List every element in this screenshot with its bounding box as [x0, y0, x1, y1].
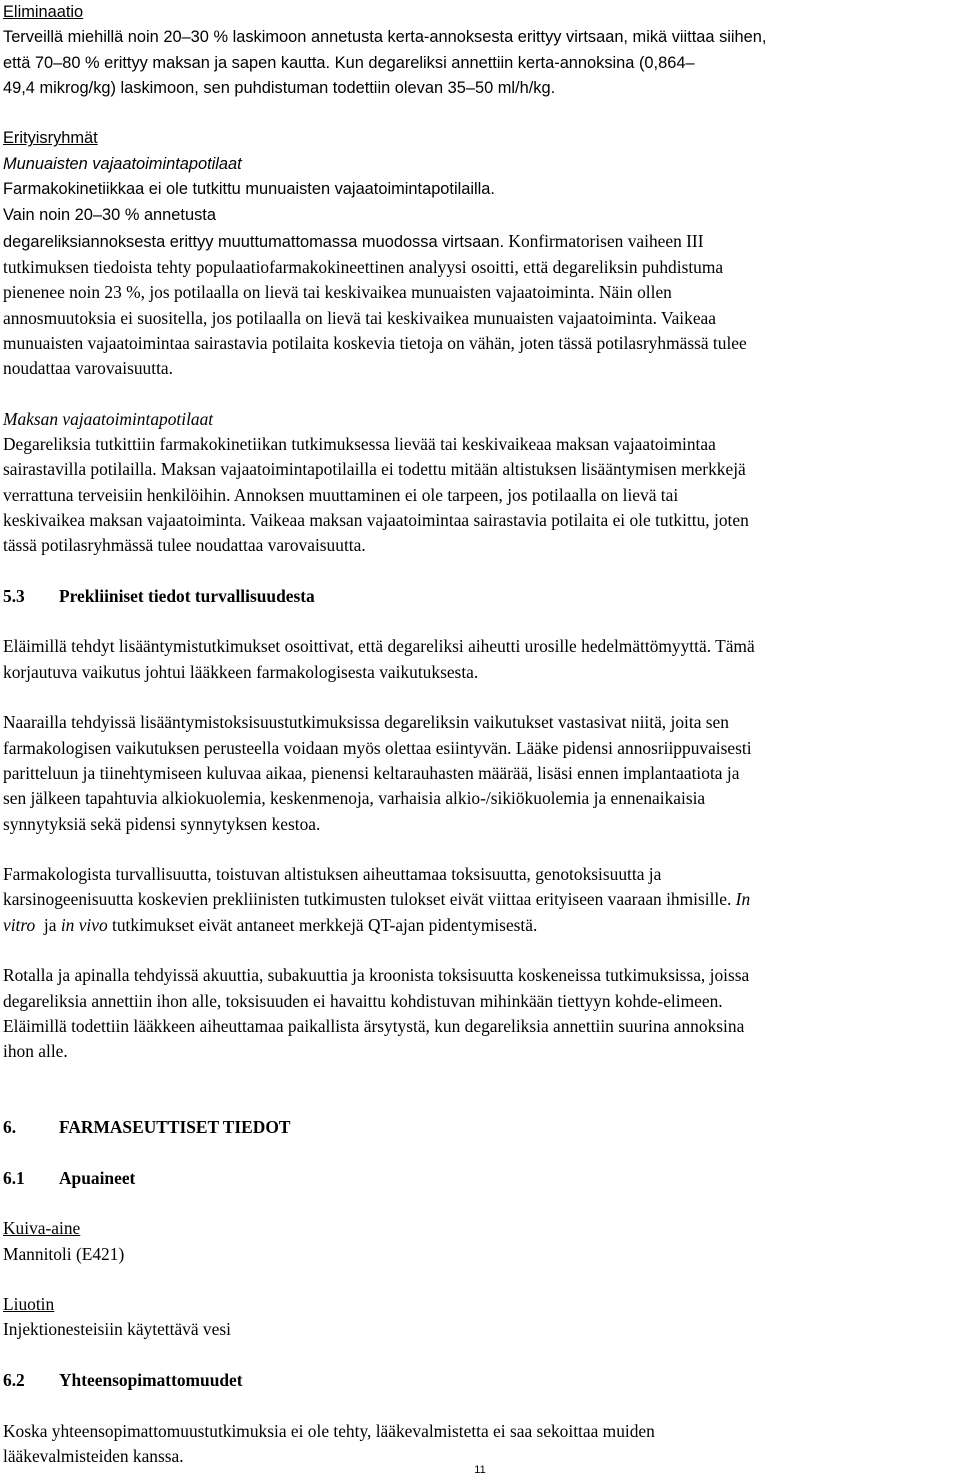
maksan-line: sairastavilla potilailla. Maksan vajaatoimintapotilailla ei todettu mitään altistuksen lisääntymisen merkkejä [3, 459, 746, 480]
munuaisten-line: annosmuutoksia ei suositella, jos potilaalla on lievä tai keskivaikea munuaisten vajaatoiminta. Vaikeaa [3, 307, 716, 328]
spacer [3, 1140, 953, 1165]
munuaisten-text-sans: degareliksiannoksesta erittyy muuttumattomassa muodossa virtsaan. [3, 232, 505, 251]
munuaisten-text-serif: Konfirmatorisen vaiheen III [508, 230, 704, 251]
preclinical-line: paritteluun ja tiinehtymiseen kuluvaa aikaa, pienensi keltarauhasten määrää, lisäsi ennen implantaatiota ja [3, 762, 740, 783]
in-vivo-text: in vivo [60, 914, 108, 935]
munuaisten-line: noudattaa varovaisuutta. [3, 358, 173, 379]
munuaisten-subheading: Munuaisten vajaatoimintapotilaat [3, 154, 242, 173]
spacer [3, 685, 953, 710]
liuotin-heading: Liuotin [3, 1294, 55, 1315]
munuaisten-line: tutkimuksen tiedoista tehty populaatiofarmakokineettinen analyysi osoitti, että degareliksin puhdistuma [3, 256, 724, 277]
section-title: Prekliiniset tiedot turvallisuudesta [59, 585, 315, 606]
eliminaatio-line: että 70–80 % erittyy maksan ja sapen kautta. Kun degareliksi annettiin kerta-annoksina (0,864– [3, 53, 695, 72]
ja-text: ja [43, 914, 57, 935]
spacer [3, 1191, 953, 1216]
eliminaatio-heading: Eliminaatio [3, 3, 84, 21]
spacer [3, 559, 953, 584]
munuaisten-line [3, 202, 953, 228]
spacer [3, 837, 953, 862]
maksan-line: tässä potilasryhmässä tulee noudattaa varovaisuutta. [3, 535, 366, 556]
spacer [3, 381, 953, 406]
page-number: 11 [474, 1464, 486, 1476]
section-number: 6.1 [3, 1167, 25, 1188]
kuiva-aine-heading: Kuiva-aine [3, 1218, 81, 1239]
preclinical-text: karsinogeenisuutta koskevien prekliinisten tutkimusten tulokset eivät viittaa erityiseen vaaraan ihmisille. [3, 889, 732, 910]
munuaisten-line [3, 229, 953, 255]
preclinical-line: ihon alle. [3, 1041, 68, 1062]
in-text: In [735, 889, 751, 910]
munuaisten-text-sans: Vain noin 20–30 % annetusta [3, 206, 216, 225]
erityisryhmat-heading: Erityisryhmät [3, 129, 98, 148]
section-number: 5.3 [3, 585, 25, 606]
munuaisten-line: pienenee noin 23 %, jos potilaalla on lievä tai keskivaikea munuaisten vajaatoiminta. Näin ollen [3, 282, 672, 303]
incompatibility-line: Koska yhteensopimattomuustutkimuksia ei ole tehty, lääkevalmistetta ei saa sekoittaa muiden [3, 1420, 655, 1441]
munuaisten-line: munuaisten vajaatoimintaa sairastavia potilaita koskevia tietoja on vähän, joten tässä potilasryhmässä tulee [3, 332, 747, 353]
preclinical-line: Farmakologista turvallisuutta, toistuvan altistuksen aiheuttamaa toksisuutta, genotoksisuutta ja [3, 864, 662, 885]
munuaisten-line: Farmakokinetiikkaa ei ole tutkittu munuaisten vajaatoimintapotilailla. [3, 180, 495, 199]
liuotin-value: Injektionesteisiin käytettävä vesi [3, 1319, 231, 1340]
maksan-line: keskivaikea maksan vajaatoiminta. Vaikeaa maksan vajaatoimintaa sairastavia potilaita ei ole tutkittu, joten [3, 509, 749, 530]
section-title: Yhteensopimattomuudet [59, 1370, 243, 1391]
preclinical-line: degareliksia annettiin ihon alle, toksisuuden ei havaittu kohdistuvan mihinkään tiettyyn kohde-elimeen. [3, 990, 723, 1011]
section-number: 6.2 [3, 1370, 25, 1391]
maksan-subheading: Maksan vajaatoimintapotilaat [3, 408, 214, 429]
preclinical-line [3, 887, 953, 912]
maksan-line: Degareliksia tutkittiin farmakokinetiikan tutkimuksessa lievää tai keskivaikeaa maksan vajaatoimintaa [3, 434, 716, 455]
preclinical-line: korjautuva vaikutus johtui lääkkeen farmakologisesta vaikutuksesta. [3, 661, 479, 682]
preclinical-line: synnytyksiä sekä pidensi synnytyksen kestoa. [3, 813, 321, 834]
preclinical-line: Rotalla ja apinalla tehdyissä akuuttia, subakuuttia ja kroonista toksisuutta koskeneissa tutkimuksissa, joissa [3, 965, 750, 986]
spacer [3, 609, 953, 634]
eliminaatio-line: Terveillä miehillä noin 20–30 % laskimoon annetusta kerta-annoksesta erittyy virtsaan, mikä viittaa siihen, [3, 28, 767, 47]
spacer [3, 101, 953, 126]
preclinical-line: farmakologisen vaikutuksen perusteella voidaan myös olettaa esiintyvän. Lääke pidensi annosriippuvaisesti [3, 737, 752, 758]
preclinical-line [3, 913, 953, 938]
section-6-2-heading [3, 1368, 953, 1393]
preclinical-line: Naarailla tehdyissä lisääntymistoksisuustutkimuksissa degareliksin vaikutukset vastasivat niitä, joita sen [3, 712, 729, 733]
section-title: FARMASEUTTISET TIEDOT [59, 1117, 291, 1138]
document-page [3, 0, 953, 1469]
kuiva-aine-value: Mannitoli (E421) [3, 1243, 125, 1264]
section-6-heading [3, 1115, 953, 1140]
spacer [3, 1343, 953, 1368]
section-5-3-heading [3, 584, 953, 609]
preclinical-text: tutkimukset eivät antaneet merkkejä QT-ajan pidentymisestä. [112, 914, 538, 935]
spacer [3, 938, 953, 963]
spacer [3, 1090, 953, 1115]
preclinical-line: Eläimillä tehdyt lisääntymistutkimukset osoittivat, että degareliksi aiheutti urosille hedelmättömyyttä. Tämä [3, 636, 755, 657]
preclinical-line: Eläimillä todettiin lääkkeen aiheuttamaa paikallista ärsytystä, kun degareliksia annettiin suurina annoksina [3, 1015, 745, 1036]
section-title: Apuaineet [59, 1167, 136, 1188]
section-6-1-heading [3, 1166, 953, 1191]
preclinical-line: sen jälkeen tapahtuvia alkiokuolemia, keskenmenoja, varhaisia alkio-/sikiökuolemia ja ennenaikaisia [3, 788, 706, 809]
section-number: 6. [3, 1117, 17, 1138]
maksan-line: verrattuna terveisiin henkilöihin. Annoksen muuttaminen ei ole tarpeen, jos potilaalla on lievä tai [3, 484, 679, 505]
eliminaatio-line: 49,4 mikrog/kg) laskimoon, sen puhdistuman todettiin olevan 35–50 ml/h/kg. [3, 78, 556, 97]
spacer [3, 1393, 953, 1418]
spacer [3, 1267, 953, 1292]
spacer [3, 1064, 953, 1089]
incompatibility-line: lääkevalmisteiden kanssa. [3, 1445, 184, 1466]
vitro-text: vitro [3, 914, 36, 935]
